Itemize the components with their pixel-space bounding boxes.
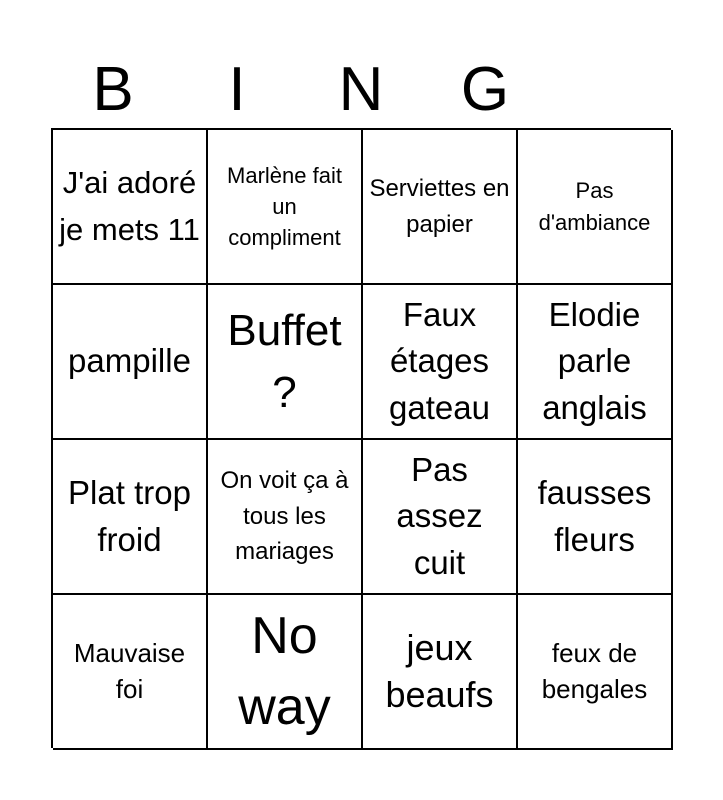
bingo-header xyxy=(51,52,671,128)
cell-text: Elodie parle anglais xyxy=(542,296,647,426)
bingo-cell[interactable] xyxy=(363,130,518,285)
bingo-cell[interactable] xyxy=(518,130,673,285)
cell-text: jeux beaufs xyxy=(385,626,494,715)
bingo-cell[interactable] xyxy=(208,440,363,595)
cell-text: Pas assez cuit xyxy=(396,451,483,581)
cell-text: pampille xyxy=(68,342,191,380)
cell-text: Faux étages gateau xyxy=(389,296,490,426)
bingo-grid xyxy=(51,128,671,748)
bingo-cell[interactable] xyxy=(53,595,208,750)
header-letter-i: I xyxy=(228,55,246,124)
cell-text: Plat trop froid xyxy=(68,474,191,558)
bingo-cell[interactable] xyxy=(518,285,673,440)
bingo-cell[interactable] xyxy=(208,285,363,440)
cell-text: Marlène fait un compliment xyxy=(227,162,342,251)
cell-text: Buffet ? xyxy=(227,305,342,417)
header-letter-b: B xyxy=(92,55,134,124)
bingo-cell[interactable] xyxy=(53,130,208,285)
bingo-cell[interactable] xyxy=(363,285,518,440)
cell-text: J'ai adoré je mets 11 xyxy=(59,165,200,247)
bingo-cell[interactable] xyxy=(208,130,363,285)
bingo-cell[interactable] xyxy=(518,440,673,595)
bingo-cell[interactable] xyxy=(363,440,518,595)
header-letter-n: N xyxy=(338,55,384,124)
cell-text: fausses fleurs xyxy=(537,474,652,558)
bingo-cell[interactable] xyxy=(53,440,208,595)
cell-text: Serviettes en papier xyxy=(369,174,510,238)
bingo-cell[interactable] xyxy=(518,595,673,750)
cell-text: On voit ça à tous les mariages xyxy=(220,467,349,566)
cell-text: No way xyxy=(238,606,331,736)
bingo-cell[interactable] xyxy=(363,595,518,750)
cell-text: Mauvaise foi xyxy=(73,637,186,704)
bingo-cell[interactable] xyxy=(53,285,208,440)
bingo-cell[interactable] xyxy=(208,595,363,750)
header-letter-g: G xyxy=(460,55,510,124)
cell-text: feux de bengales xyxy=(541,637,648,704)
cell-text: Pas d'ambiance xyxy=(538,178,651,235)
